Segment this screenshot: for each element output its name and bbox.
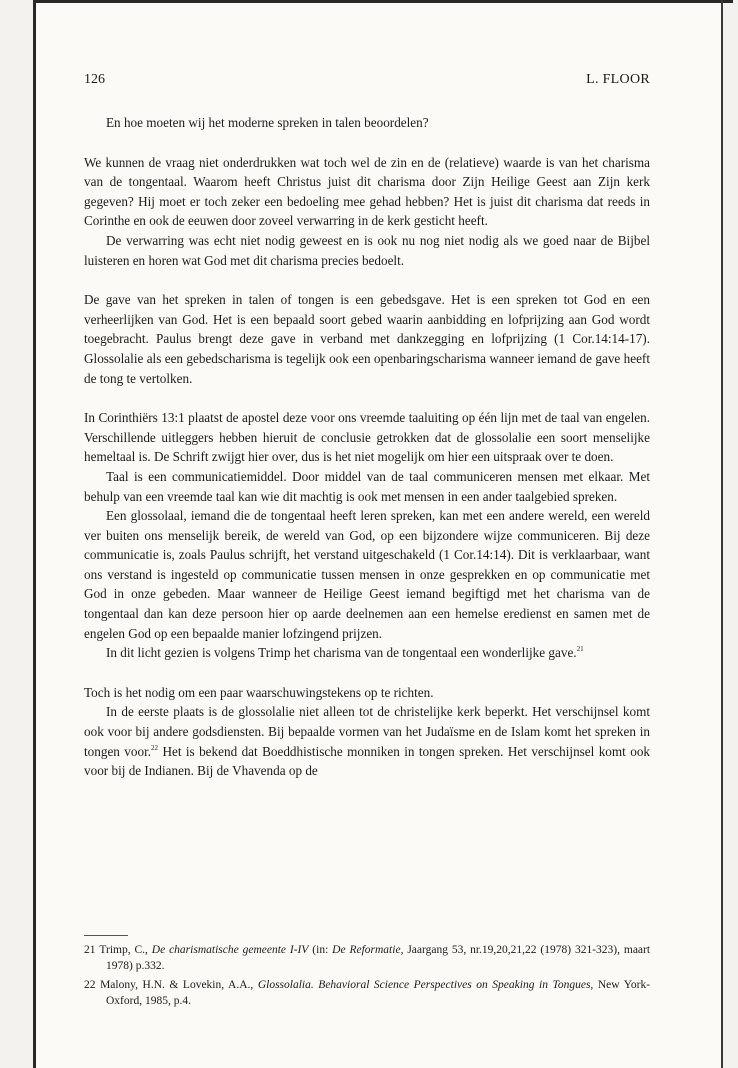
footnote-number: 21 (84, 944, 96, 956)
footnote-text: New York-Oxford, 1985, p.4. (106, 979, 651, 1007)
paragraph: In Corinthiërs 13:1 plaatst de apostel deze voor ons vreemde taaluiting op één lijn met de taal van engelen. Verschillende uitleggers hebben hieruit de conclusie getrokken dat de glossolalie een soort menselijke hemeltaal is. De Schrift zwijgt hier over, dus is het niet mogelijk om hier een uitspraak over te doen. (84, 410, 650, 465)
footnote-title: De charismatische gemeente I-IV (151, 944, 309, 956)
page-number: 126 (84, 72, 105, 87)
paragraph-text: In dit licht gezien is volgens Trimp het charisma van de tongentaal een wonderlijke gave. (106, 645, 577, 661)
footnote-title: Glossolalia. Behavioral Science Perspectives on Speaking in Tongues, (257, 979, 594, 991)
footnote-rule (84, 935, 128, 936)
body-text (84, 113, 650, 781)
paragraph: De gave van het spreken in talen of tongen is een gebedsgave. Het is een spreken tot God en een verheerlijken van God. Het is een bepaald soort gebed waarin aanbidding en lofprijzing aan God wordt toegebracht. Paulus brengt deze gave in verband met dankzegging en lofprijzing (1 Cor.14:14-17). Glossolalie als een gebedscharisma is tegelijk ook een openbaringscharisma wanneer iemand de gave heeft de tong te vertolken. (84, 292, 650, 386)
footnote-author: Trimp, C., (99, 944, 148, 956)
footnote (84, 942, 650, 974)
paragraph: Toch is het nodig om een paar waarschuwingstekens op te richten. (84, 684, 434, 700)
paragraph (84, 643, 650, 663)
footnote-author: Malony, H.N. & Lovekin, A.A., (100, 979, 254, 991)
paragraph-text: In de eerste plaats is de glossolalie niet alleen tot de christelijke kerk beperkt. Het verschijnsel komt ook voor bij andere godsdiensten. Bij bepaalde vormen van het Judaïsme en de Islam komt het spreken in tongen voor. (84, 704, 650, 759)
running-head-author: L. FLOOR (586, 72, 650, 87)
paragraph: We kunnen de vraag niet onderdrukken wat toch wel de zin en de (relatieve) waarde is van het charisma van de tongentaal. Waarom heeft Christus juist dit charisma door Zijn Heilige Geest aan Zijn kerk gegeven? Hij moet er toch zeker een bedoeling mee gehad hebben? Het is juist dit charisma dat reeds in Corinthe en ook de eeuwen door zoveel verwarring in de kerk gesticht heeft. (84, 154, 650, 229)
paragraph: Taal is een communicatiemiddel. Door middel van de taal communiceren mensen met elkaar. Met behulp van een vreemde taal kan wie dit machtig is ook met mensen in een ander taalgebied spreken. (84, 468, 650, 504)
paragraph: Een glossolaal, iemand die de tongentaal heeft leren spreken, kan met een andere wereld, een wereld ver buiten ons menselijk bereik, de wereld van God, op een bijzondere wijze communiceren. Bij deze communicatie is, zoals Paulus schrijft, het verstand uitgeschakeld (1 Cor.14:14). Dit is verklaarbaar, want ons verstand is ingesteld op communicatie tussen mensen in onze gesprekken en op communicatie met God in onze gebeden. Maar wanneer de Heilige Geest iemand begiftigd met het charisma van de tongentaal dan kan deze persoon hier op aarde deelnemen aan een hemelse eredienst en samen met de engelen God op een bepaalde manier lofzingend prijzen. (84, 508, 650, 641)
footnote-text: , Jaargang 53, nr.19,20,21,22 (1978) 321-323), maart 1978) p.332. (106, 944, 651, 972)
footnote-number: 22 (84, 979, 96, 991)
footnote-journal: De Reformatie (332, 944, 401, 956)
footnote-ref[interactable]: 22 (151, 743, 159, 752)
question-line: En hoe moeten wij het moderne spreken in talen beoordelen? (106, 115, 429, 130)
footnotes (84, 942, 650, 1012)
page-edge-right (721, 0, 723, 1068)
running-header (84, 72, 650, 90)
paragraph (84, 702, 650, 780)
footnote-text: (in: (312, 944, 329, 956)
paragraph-text: Het is bekend dat Boeddhistische monniken in tongen spreken. Het verschijnsel komt ook voor bij de Indianen. Bij de Vhavenda op de (84, 743, 651, 779)
paragraph: De verwarring was echt niet nodig geweest en is ook nu nog niet nodig als we goed naar de Bijbel luisteren en horen wat God met dit charisma precies bedoelt. (84, 232, 650, 268)
footnote-ref[interactable]: 21 (576, 645, 584, 654)
footnote (84, 977, 650, 1009)
